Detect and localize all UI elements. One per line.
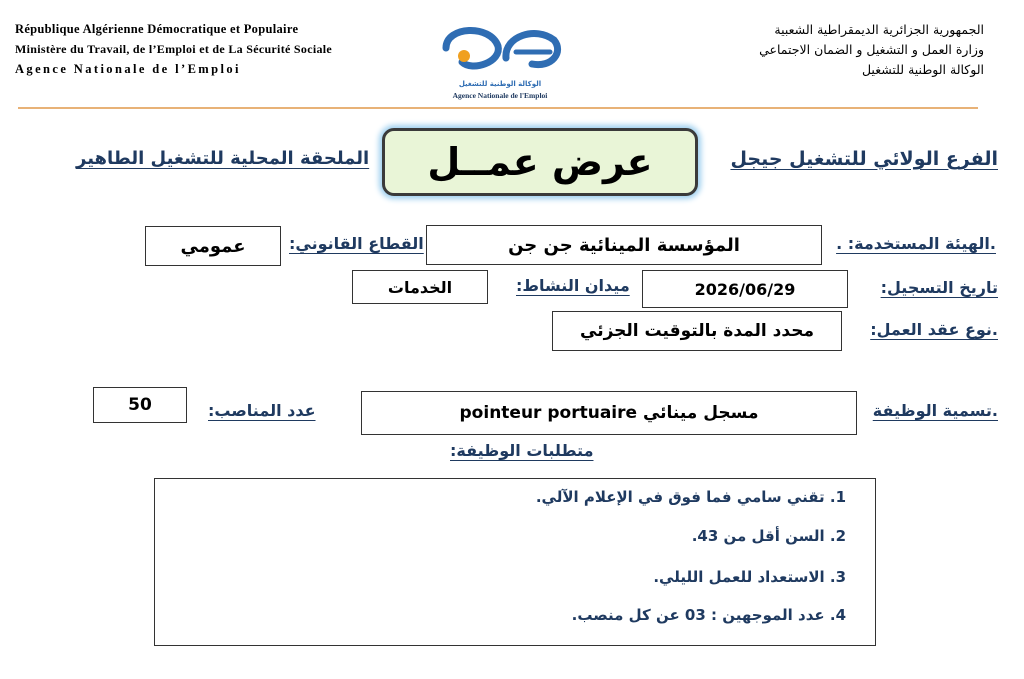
employer-value: المؤسسة المينائية جن جن <box>426 225 822 265</box>
requirement-item-3: 3. الاستعداد للعمل الليلي. <box>653 568 846 586</box>
header-ar-republic: الجمهورية الجزائرية الديمقراطية الشعبية <box>774 22 984 37</box>
positions-label: عدد المناصب: <box>208 401 316 420</box>
employer-label: .الهيئة المستخدمة: . <box>836 234 996 253</box>
header-fr-republic: République Algérienne Démocratique et Populaire <box>15 22 299 36</box>
header-fr-agency: Agence Nationale de l’Emploi <box>15 62 241 76</box>
requirement-item-2: 2. السن أقل من 43. <box>691 527 846 545</box>
requirement-item-1: 1. تقني سامي فما فوق في الإعلام الآلي. <box>535 488 846 506</box>
job-title-label: .تسمية الوظيفة <box>872 401 998 420</box>
logo-text-ar: الوكالة الوطنية للتشغيل <box>458 80 542 88</box>
logo-text-fr: Agence Nationale de l'Emploi <box>452 91 548 100</box>
header-ar-agency: الوكالة الوطنية للتشغيل <box>861 62 984 77</box>
activity-value: الخدمات <box>352 270 488 304</box>
anem-logo-icon <box>432 18 568 84</box>
header-fr-ministry: Ministère du Travail, de l’Emploi et de La Sécurité Sociale <box>15 42 333 56</box>
header-divider <box>18 107 978 109</box>
legal-sector-value: عمومي <box>145 226 281 266</box>
requirements-label: متطلبات الوظيفة: <box>450 441 594 460</box>
legal-sector-label: القطاع القانوني: <box>289 234 424 253</box>
job-offer-title: عرض عمــل <box>382 128 698 196</box>
activity-label: ميدان النشاط: <box>516 276 630 295</box>
positions-value: 50 <box>93 387 187 423</box>
contract-type-value: محدد المدة بالتوقيت الجزئي <box>552 311 842 351</box>
header-ar-ministry: وزارة العمل و التشغيل و الضمان الاجتماعي <box>759 42 984 57</box>
job-title-value: مسجل مينائي pointeur portuaire <box>361 391 857 435</box>
requirement-item-4: 4. عدد الموجهين : 03 عن كل منصب. <box>571 606 846 624</box>
contract-type-label: .نوع عقد العمل: <box>870 320 998 339</box>
branch-title: الفرع الولائي للتشغيل جيجل <box>730 148 998 170</box>
agency-title: الملحقة المحلية للتشغيل الطاهير <box>76 148 370 169</box>
registration-date-label: تاريخ التسجيل: <box>880 278 998 297</box>
registration-date-value: 2026/06/29 <box>642 270 848 308</box>
